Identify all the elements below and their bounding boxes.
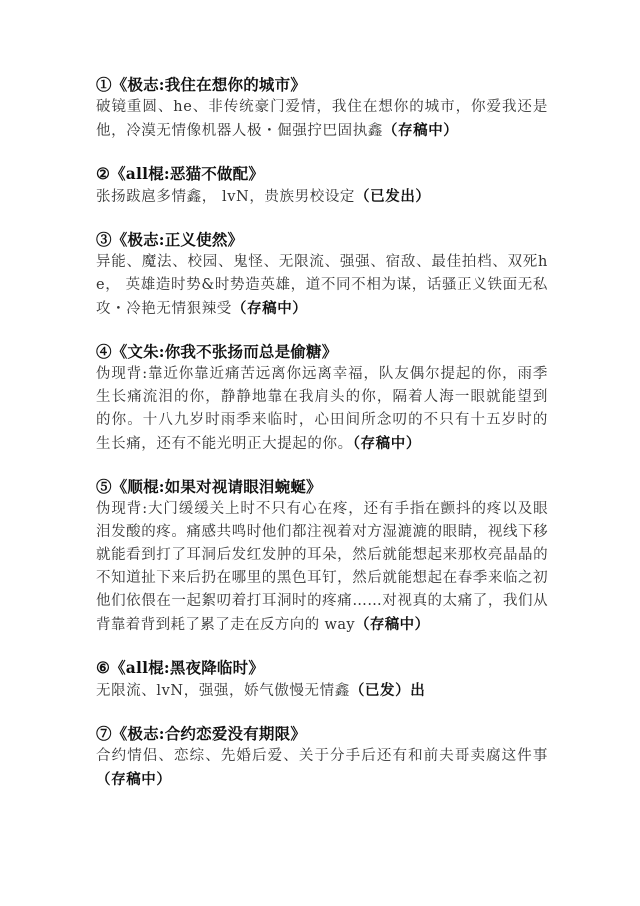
entry-2 xyxy=(96,163,548,209)
entry-title: ③《极志:正义使然》 xyxy=(96,230,244,249)
entry-4 xyxy=(96,341,548,456)
entry-body xyxy=(96,745,548,792)
entry-description: 破镜重圆、he、非传统豪门爱情，我住在想你的城市，你爱我还是他，冷漠无情像机器人极・倔强拧巴固执鑫 xyxy=(96,99,548,139)
entry-title: ④《文朱:你我不张扬而总是偷糖》 xyxy=(96,342,338,361)
entry-description: 合约情侣、恋综、先婚后爱、关于分手后还有和前夫哥卖腐这件事 xyxy=(96,748,548,764)
entry-status: （已发出） xyxy=(355,188,431,205)
entry-status: （存稿中） xyxy=(354,616,430,633)
entry-title: ①《极志:我住在想你的城市》 xyxy=(96,75,307,94)
entry-body xyxy=(96,363,548,456)
entry-body xyxy=(96,251,548,321)
entry-status: （存稿中） xyxy=(96,771,172,788)
entry-body xyxy=(96,185,548,209)
entry-description: 伪现背:大门缓缓关上时不只有心在疼，还有手指在颤抖的疼以及眼泪发酸的疼。痛感共鸣时他们都注视着对方湿漉漉的眼睛，视线下移就能看到打了耳洞后发红发肿的耳朵，然后就能想起来那枚亮晶晶的不知道扯下来后扔在哪里的黑色耳钉，然后就能想起在春季来临之初他们依偎在一起絮叨着打耳洞时的疼痛……对视真的太痛了，我们从背靠着背到耗了累了走在反方向的 way xyxy=(96,501,548,633)
entry-body xyxy=(96,498,548,637)
entry-title: ⑤《顺棍:如果对视请眼泪蜿蜒》 xyxy=(96,477,322,496)
entry-status: （已发） xyxy=(349,682,411,699)
entry-1 xyxy=(96,74,548,143)
entry-description: 张扬跋扈多情鑫， lvN，贵族男校设定 xyxy=(96,189,356,205)
entry-body xyxy=(96,96,548,143)
entry-5 xyxy=(96,476,548,637)
entry-status: （存稿中） xyxy=(231,300,308,317)
entry-3 xyxy=(96,229,548,321)
entry-status-tail: 出 xyxy=(410,682,426,699)
entry-status: （存稿中） xyxy=(382,122,459,139)
entry-status: （存稿中） xyxy=(352,435,421,452)
entry-6 xyxy=(96,657,548,703)
entry-title: ②《all棍:恶猫不做配》 xyxy=(96,164,265,183)
entry-title: ⑦《极志:合约恋爱没有期限》 xyxy=(96,724,307,743)
entry-7 xyxy=(96,723,548,792)
entry-title: ⑥《all棍:黑夜降临时》 xyxy=(96,658,265,677)
entry-description: 伪现背:靠近你靠近痛苦远离你远离幸福，队友偶尔提起的你，雨季生长痛流泪的你，静静地靠在我肩头的你，隔着人海一眼就能望到的你。十八九岁时雨季来临时，心田间所念叨的不只有十五岁时的生长痛，还有不能光明正大提起的你。 xyxy=(96,366,548,452)
entry-body xyxy=(96,679,548,703)
entry-description: 无限流、lvN，强强，娇气傲慢无情鑫 xyxy=(96,683,350,699)
entry-description: 异能、魔法、校园、鬼怪、无限流、强强、宿敌、最佳拍档、双死he， 英雄造时势&时势造英雄，道不同不相为谋，话骚正义铁面无私攻・冷艳无情狠辣受 xyxy=(96,254,548,317)
